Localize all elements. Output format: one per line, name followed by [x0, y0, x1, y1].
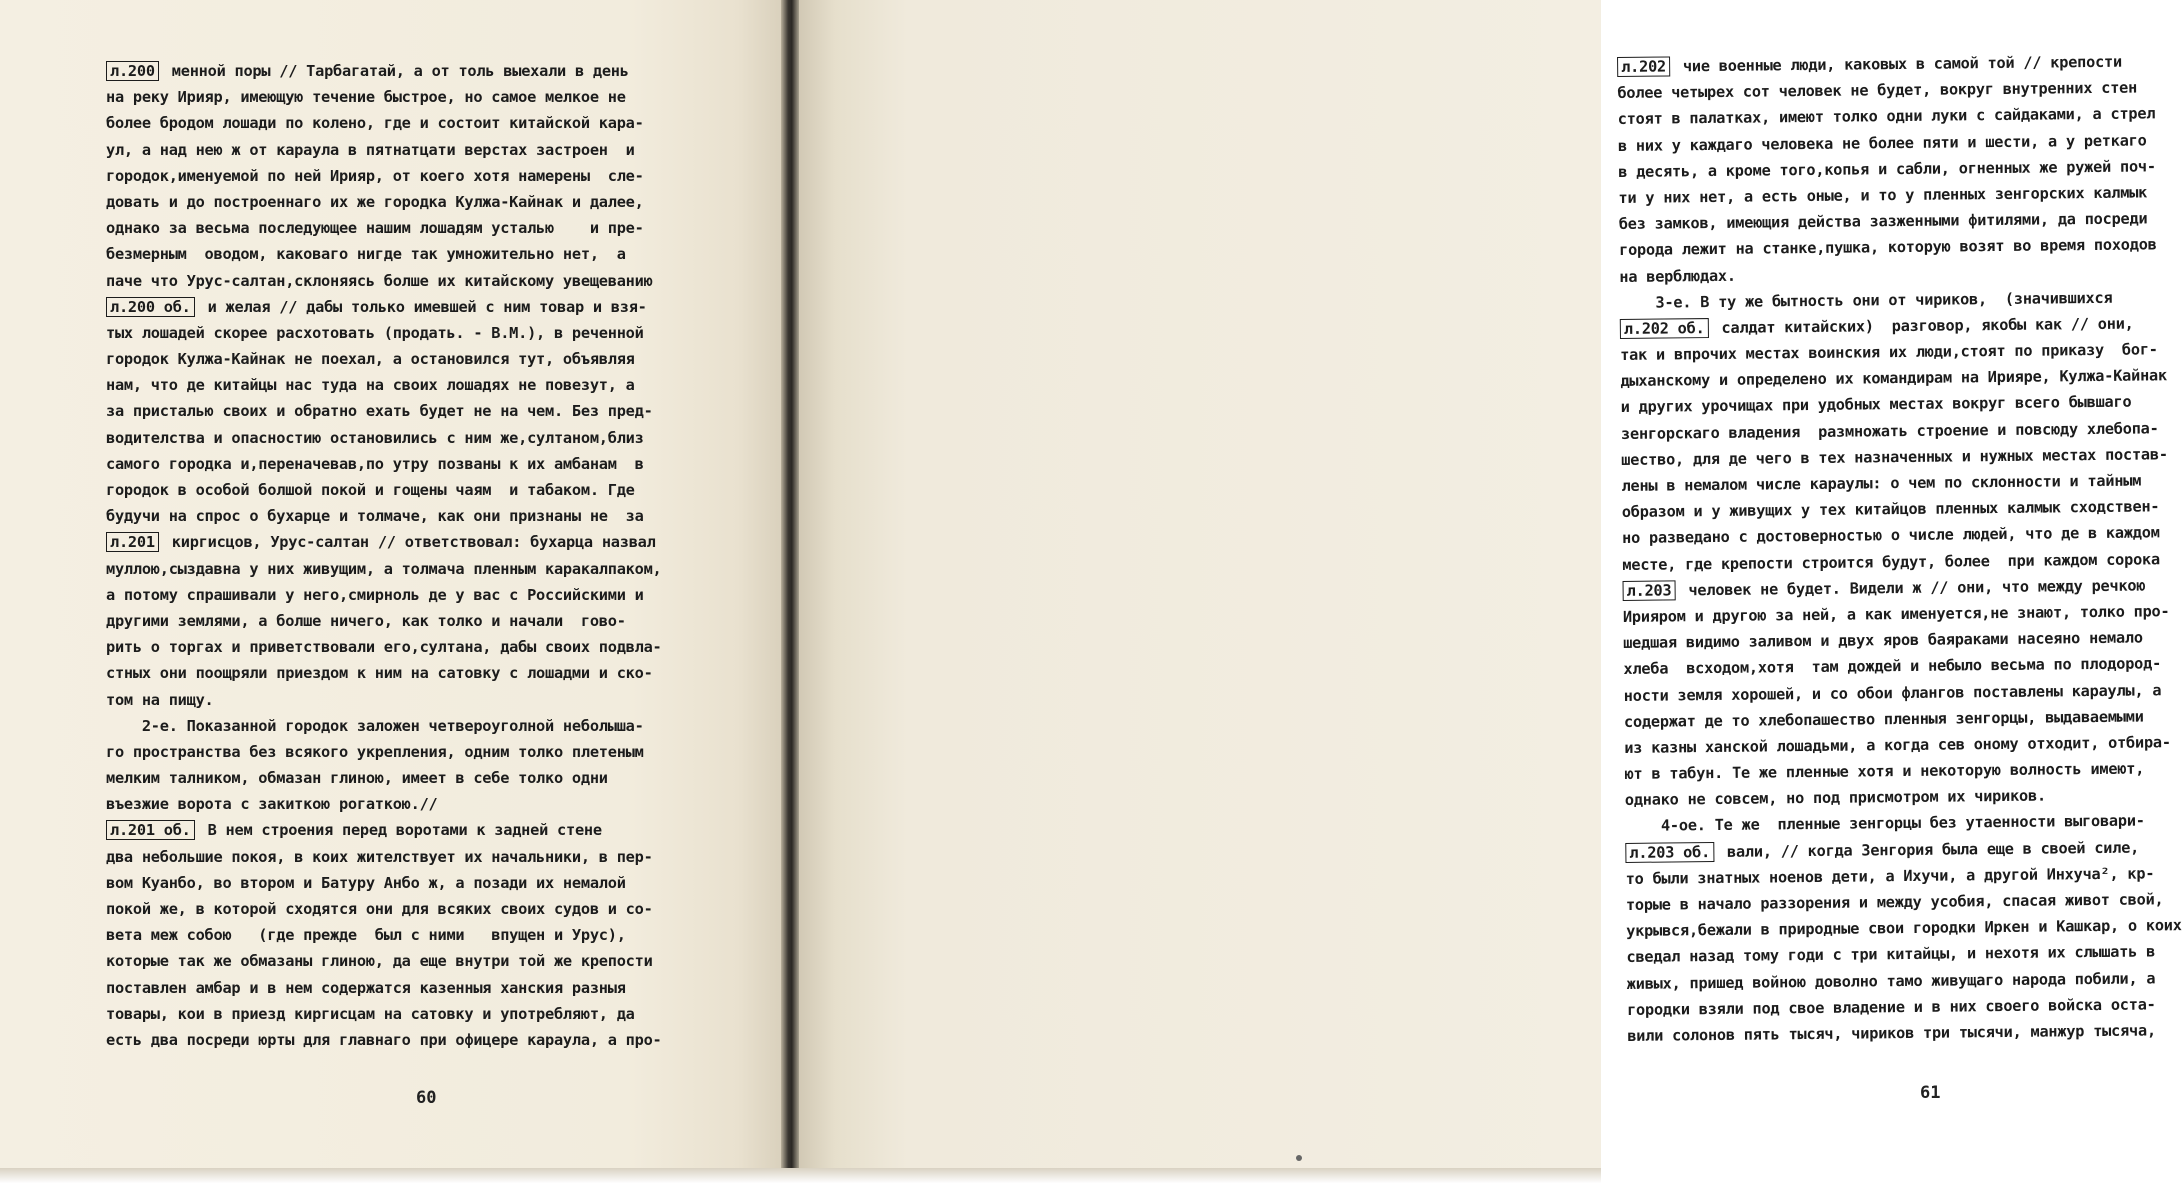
line-text: 3-е. В ту же бытность они от чириков, (значившихся [1619, 288, 2113, 312]
line-text: на верблюдах. [1619, 266, 1736, 286]
text-line [106, 268, 662, 294]
text-line [106, 687, 662, 713]
folio-reference-box: л.202 об. [1620, 318, 1709, 339]
line-text: однако не совсем, но под присмотром их чириков. [1624, 786, 2046, 810]
line-text: укрывся,бежали в природные свои городки Иркен и Кашкар, о коих [1626, 916, 2182, 941]
line-text: стоят в палатках, имеют толко одни луки с сайдаками, а стрел [1617, 104, 2156, 129]
text-line [106, 110, 662, 136]
folio-reference-box: л.200 [106, 61, 159, 81]
line-text: в них у каждаго человека не более пяти и шести, а у реткаго [1617, 131, 2147, 155]
left-page-text [106, 58, 662, 1053]
line-text: муллою,сыздавна у них живущим, а толмача пленным каракалпаком, [106, 559, 662, 578]
text-line [106, 1001, 662, 1027]
line-text: паче что Урус-салтан,склоняясь болше их китайскому увещеванию [106, 271, 653, 290]
line-text: зенгорскаго владения размножать строение и повсюду хлебопа- [1620, 418, 2159, 443]
text-line [106, 398, 662, 424]
text-line [106, 791, 662, 817]
text-line [106, 425, 662, 451]
text-line [106, 634, 662, 660]
line-text: тых лошадей скорее расхотовать (продать. - В.М.), в реченной [106, 323, 644, 342]
text-line [1627, 1017, 2183, 1049]
line-text: из казны ханской лошадьми, а когда сев оному отходит, отбира- [1624, 733, 2171, 757]
text-line [106, 608, 662, 634]
text-line [106, 241, 662, 267]
line-text: которые так же обмазаны глиною, да еще внутри той же крепости [106, 952, 653, 971]
text-line [106, 896, 662, 922]
line-text: без замков, имеющия действа зазженными фитилями, да посреди [1618, 209, 2148, 234]
text-line [106, 58, 662, 84]
line-text: содержат де то хлебопашество пленныя зенгорцы, выдаваемыми [1623, 707, 2144, 731]
text-line [106, 765, 662, 791]
line-text: хлеба всходом,хотя там дождей и небыло весьма по плодород- [1623, 654, 2162, 679]
line-text: сведал назад тому годи с три китайцы, и нехотя их слышать в [1626, 942, 2156, 967]
text-line [106, 582, 662, 608]
right-page [795, 0, 2182, 1168]
line-text: образом и у живущих у тех китайцов пленных калмык сходствен- [1621, 497, 2160, 522]
text-line [106, 189, 662, 215]
line-text: будучи на спрос о бухарце и толмаче, как они признаны не за [106, 507, 644, 526]
line-text: и желая // дабы только имевшей с ним товар и взя- [198, 297, 647, 316]
text-line [106, 713, 662, 739]
text-line [106, 503, 662, 529]
text-line [106, 948, 662, 974]
line-text: шество, для де чего в тех назначенных и нужных местах постав- [1621, 445, 2168, 469]
text-line [106, 294, 662, 320]
line-text: лены в немалом числе караулы: о чем по склонности и тайным [1621, 471, 2142, 495]
line-text: торые в начало раззорения и между усобия, спасая живот свой, [1625, 890, 2164, 914]
text-line [106, 215, 662, 241]
page-number-right: 61 [1920, 1083, 1941, 1103]
line-text: то были знатных ноенов дети, а Ихучи, а другой Инхуча², кр- [1625, 864, 2155, 888]
folio-reference-box: л.200 об. [106, 297, 195, 317]
line-text: человек не будет. Видели ж // они, что между речкою [1679, 576, 2146, 600]
line-text: Ирияром и другою за ней, а как именуется,не знают, толко про- [1622, 602, 2170, 626]
line-text: на реку Ирияр, имеющую течение быстрое, но самое мелкое не [106, 88, 626, 107]
line-text: чие военные люди, каковых в самой той // крепости [1673, 52, 2122, 76]
line-text: вили солонов пять тысяч, чириков три тысячи, манжур тысяча, [1627, 1021, 2156, 1045]
line-text: вали, // когда Зенгория была еще в своей силе, [1717, 838, 2140, 861]
line-text: и других урочищах при удобных местах вокруг всего бывшаго [1620, 393, 2132, 417]
line-text: два небольшие покоя, в коих жителствует их начальники, в пер- [106, 847, 653, 866]
line-text: городок в особой болшой покой и гощены чаям и табаком. Где [106, 481, 635, 499]
page-bottom-edge [0, 1168, 1601, 1190]
text-line [106, 477, 662, 503]
text-line [106, 529, 662, 555]
line-text: городки взяли под свое владение и в них своего войска оста- [1626, 995, 2156, 1019]
text-line [106, 739, 662, 765]
line-text: городок Кулжа-Кайнак не поехал, а остановился тут, объявляя [106, 350, 635, 369]
line-text: а потому спрашивали у него,смирноль де у вас с Российскими и [106, 585, 644, 604]
line-text: в десять, а кроме того,копья и сабли, огненных же ружей поч- [1618, 157, 2156, 181]
line-text: 4-ое. Те же пленные зенгорцы без утаенности выговари- [1624, 811, 2145, 836]
line-text: киргисцов, Урус-салтан // ответствовал: бухарца назвал [162, 533, 656, 552]
text-line [106, 975, 662, 1001]
line-text: более четырех сот человек не будет, вокруг внутренних стен [1617, 78, 2138, 103]
line-text: въезжие ворота с закиткою рогаткою.// [106, 795, 438, 814]
line-text: более бродом лошади по колено, где и состоит китайской кара- [106, 114, 644, 133]
line-text: но разведано с достоверностью о числе людей, что де в каждом [1621, 523, 2160, 548]
line-text: водителства и опасностию остановились с ним же,султаном,близ [106, 428, 644, 447]
line-text: безмерным оводом, каковаго нигде так умножительно нет, а [106, 245, 626, 264]
text-line [106, 451, 662, 477]
line-text: городок,именуемой по ней Ирияр, от коего хотя намерены сле- [106, 166, 644, 185]
line-text: самого городка и,переначевав,по утру позваны к их амбанам в [106, 454, 644, 473]
folio-reference-box: л.201 об. [106, 820, 195, 840]
line-text: том на пищу. [106, 690, 214, 709]
line-text: так и впрочих местах воинския их люди,стоят по приказу бог- [1620, 340, 2158, 365]
line-text: мелким талником, обмазан глиною, имеет в себе толко одни [106, 769, 608, 788]
line-text: вета меж собою (где прежде был с ними впущен и Урус), [106, 926, 626, 945]
line-text: рить о торгах и приветствовали его,султана, дабы своих подвла- [106, 638, 662, 657]
line-text: за присталью своих и обратно ехать будет не на чем. Без пред- [106, 402, 653, 421]
line-text: однако за весьма последующее нашим лошадям усталью и пре- [106, 219, 644, 238]
line-text: есть два посреди юрты для главнаго при офицере караула, а про- [106, 1030, 662, 1049]
line-text: В нем строения перед воротами к задней стене [198, 821, 602, 840]
text-line [106, 1027, 662, 1053]
line-text: ул, а над нею ж от караула в пятнатцати верстах застроен и [106, 140, 635, 159]
right-page-text [1617, 48, 2183, 1049]
line-text: 2-е. Показанной городок заложен четвероуголной неболыша- [106, 716, 644, 735]
book-gutter [781, 0, 799, 1190]
folio-reference-box: л.201 [106, 532, 159, 552]
line-text: живых, пришед войною доволно тамо живущаго народа побили, а [1626, 968, 2156, 993]
text-line [106, 660, 662, 686]
text-line [106, 137, 662, 163]
line-text: ности земля хорошей, и со обои флангов поставлены караулы, а [1623, 680, 2162, 705]
text-line [106, 844, 662, 870]
page-number-left: 60 [416, 1088, 437, 1108]
text-line [106, 84, 662, 110]
line-text: го пространства без всякого укрепления, одним толко плетеным [106, 742, 644, 761]
left-page [0, 0, 785, 1168]
line-text: покой же, в которой сходятся они для всяких своих судов и со- [106, 900, 653, 918]
line-text: ют в табун. Те же пленные хотя и некоторую волность имеют, [1624, 759, 2145, 784]
line-text: вом Куанбо, во втором и Батуру Анбо ж, а позади их немалой [106, 873, 626, 892]
line-text: салдат китайских) разговор, якобы как // они, [1712, 314, 2134, 337]
text-line [106, 817, 662, 843]
folio-reference-box: л.203 об. [1625, 842, 1714, 863]
line-text: шедшая видимо заливом и двух яров баяраками насеяно немало [1623, 628, 2143, 653]
speck [1296, 1155, 1302, 1161]
line-text: месте, где крепости строится будут, более при каждом сорока [1622, 549, 2160, 574]
text-line [106, 556, 662, 582]
folio-reference-box: л.203 [1623, 580, 1676, 601]
line-text: товары, кои в приезд киргисцам на сатовку и употребляют, да [106, 1004, 635, 1023]
line-text: стных они поощряли приездом к ним на сатовку с лошадми и ско- [106, 664, 653, 683]
text-line [106, 922, 662, 948]
text-line [106, 870, 662, 896]
text-line [106, 320, 662, 346]
line-text: поставлен амбар и в нем содержатся казенныя ханския разныя [106, 978, 626, 997]
text-line [106, 346, 662, 372]
line-text: дыханскому и определено их командирам на Ирияре, Кулжа-Кайнак [1620, 366, 2168, 391]
line-text: менной поры // Тарбагатай, а от толь выехали в день [162, 62, 629, 80]
line-text: города лежит на станке,пушка, которую возят во время походов [1618, 235, 2157, 260]
line-text: другими землями, а болше ничего, как толко и начали гово- [106, 611, 626, 630]
text-line [106, 372, 662, 398]
line-text: довать и до построеннаго их же городка Кулжа-Кайнак и далее, [106, 192, 644, 211]
text-line [106, 163, 662, 189]
line-text: ти у них нет, а есть оные, и то у пленных зенгорских калмык [1618, 183, 2148, 207]
line-text: нам, что де китайцы нас туда на своих лошадях не повезут, а [106, 376, 635, 395]
folio-reference-box: л.202 [1617, 56, 1670, 77]
